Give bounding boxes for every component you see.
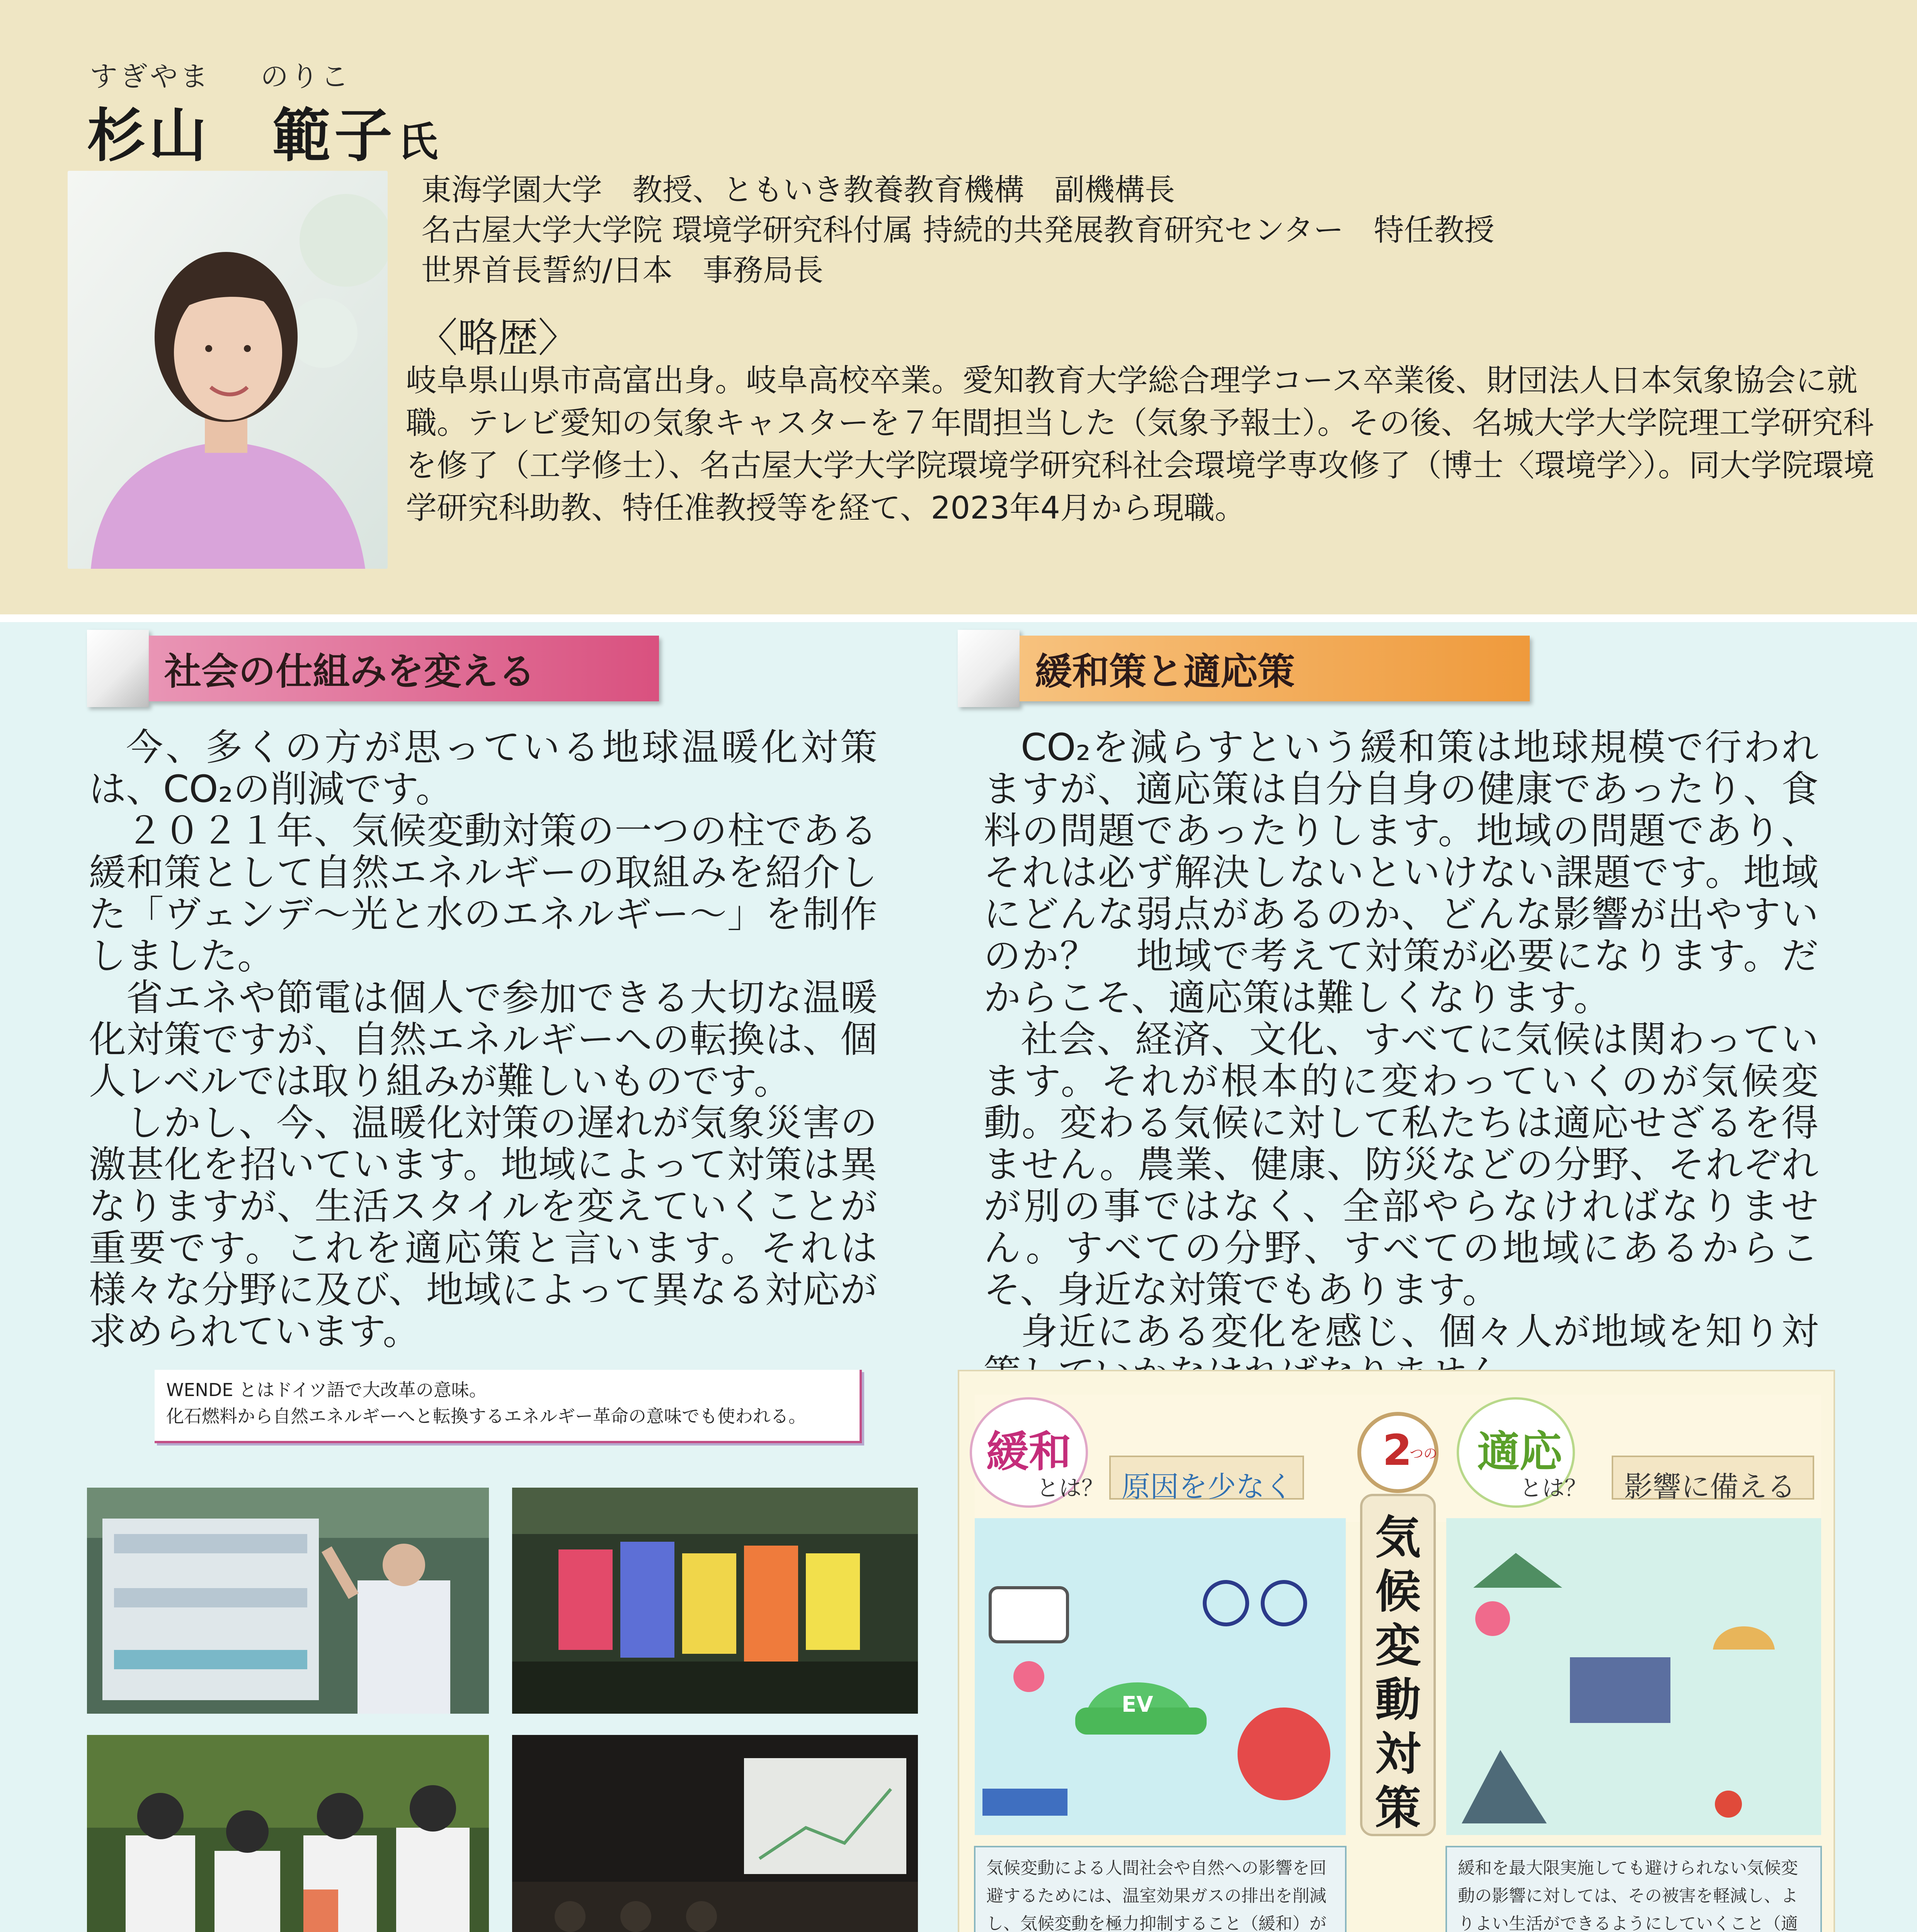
badge-number: 2 [1382,1425,1412,1475]
mitigation-title: 緩和 [986,1427,1071,1476]
heading-fold [87,630,149,707]
ev-label: EV [1122,1692,1153,1717]
paragraph: 社会、経済、文化、すべてに気候は関わっています。それが根本的に変わっていくのが気候変動。変わる気候に対して私たちは適応せざるを得ません。農業、健康、防災などの分野、それぞれが別の事ではなく、全部やらなければなりません。すべての分野、すべての地域にあるからこそ、身近な対策でもあります。 [984,1018,1818,1311]
honorific: 氏 [398,118,442,165]
mitigation-tag: 原因を少なく [1122,1470,1293,1503]
adaptation-caption: 緩和を最大限実施しても避けられない気候変動の影響に対しては、その被害を軽減し、よりよい生活ができるようにしていくこと（適 [1458,1858,1798,1932]
paragraph: 省エネや節電は個人で参加できる大切な温暖化対策ですが、自然エネルギーへの転換は、個人レベルでは取り組みが難しいものです。 [89,976,877,1103]
speaker-titles [421,170,1494,291]
left-heading [87,630,659,707]
wende-note [155,1370,862,1443]
career-text: 岐阜県山県市高富出身。岐阜高校卒業。愛知教育大学総合理学コース卒業後、財団法人日本気象協会に就職。テレビ愛知の気象キャスターを７年間担当した（気象予報士）。その後、名城大学大学院理工学研究科を修了（工学修士）、名古屋大学大学院環境学研究科社会環境学専攻修了（博士〈環境学〉）。同大学院環境学研究科助教、特任准教授等を経て、2023年4月から現職。 [406,362,1874,526]
photo-grid [87,1488,918,1932]
career-heading: 〈略歴〉 [417,314,579,361]
name-ruby [90,54,401,94]
right-article [984,726,1818,1394]
wende-note-line: WENDE とはドイツ語で大改革の意味。 [166,1379,487,1400]
photo-lecture-room [512,1735,918,1932]
speaker-name-text: 杉山 範子 [87,102,397,170]
right-heading-label: 緩和策と適応策 [1020,636,1530,701]
badge-small: つの [1410,1446,1438,1462]
left-article [89,726,877,1352]
mitigation-sub: とは？ [1037,1475,1104,1501]
mitigation-adaptation-infographic [958,1370,1835,1932]
paragraph: しかし、今、温暖化対策の遅れが気象災害の激甚化を招いています。地域によって対策は異なりますが、生活スタイルを変えていくことが重要です。これを適応策と言います。それは様々な分野に及び、地域によって異なる対応が求められています。 [89,1101,877,1353]
title-line: 名古屋大学大学院 環境学研究科付属 持続的共発展教育研究センター 特任教授 [421,213,1495,248]
heading-fold [958,630,1020,707]
title-line: 世界首長誓約/日本 事務局長 [421,253,824,288]
wende-note-line: 化石燃料から自然エネルギーへと転換するエネルギー革命の意味でも使われる。 [166,1406,806,1427]
ruby-given: のりこ [260,60,351,93]
photo-outdoor-sign [87,1488,489,1714]
vertical-title: 気候変動対策 [1375,1511,1421,1835]
adaptation-sub: とは？ [1520,1475,1587,1501]
photo-market-stall [512,1488,918,1714]
speaker-photo [68,171,388,569]
paragraph: CO₂を減らすという緩和策は地球規模で行われますが、適応策は自分自身の健康であったり、食料の問題であったりします。地域の問題であり、それは必ず解決しないといけない課題です。地域にどんな弱点があるのか、どんな影響が出やすいのか？ 地域で考えて対策が必要になります。だからこそ、適応策は難しくなります。 [984,726,1818,1019]
section-divider [0,615,1917,622]
left-heading-label: 社会の仕組みを変える [149,636,659,701]
mitigation-caption: 気候変動による人間社会や自然への影響を回避するためには、温室効果ガスの排出を削減し、気候変動を極力抑制すること（緩和）が [986,1858,1326,1932]
right-heading [958,630,1530,707]
paragraph: 今、多くの方が思っている地球温暖化対策は、CO₂の削減です。 [89,726,877,811]
paragraph: ２０２１年、気候変動対策の一つの柱である緩和策として自然エネルギーの取組みを紹介した「ヴェンデ～光と水のエネルギー～」を制作しました。 [89,809,877,978]
title-line: 東海学園大学 教授、ともいき教養教育機構 副機構長 [421,173,1175,207]
paragraph: 身近にある変化を感じ、個々人が地域を知り対 [1021,1310,1818,1353]
adaptation-tag: 影響に備える [1624,1470,1796,1503]
photo-students [87,1735,489,1932]
speaker-name [87,89,442,172]
adaptation-title: 適応 [1477,1427,1562,1476]
ruby-family: すぎやま [90,60,211,93]
